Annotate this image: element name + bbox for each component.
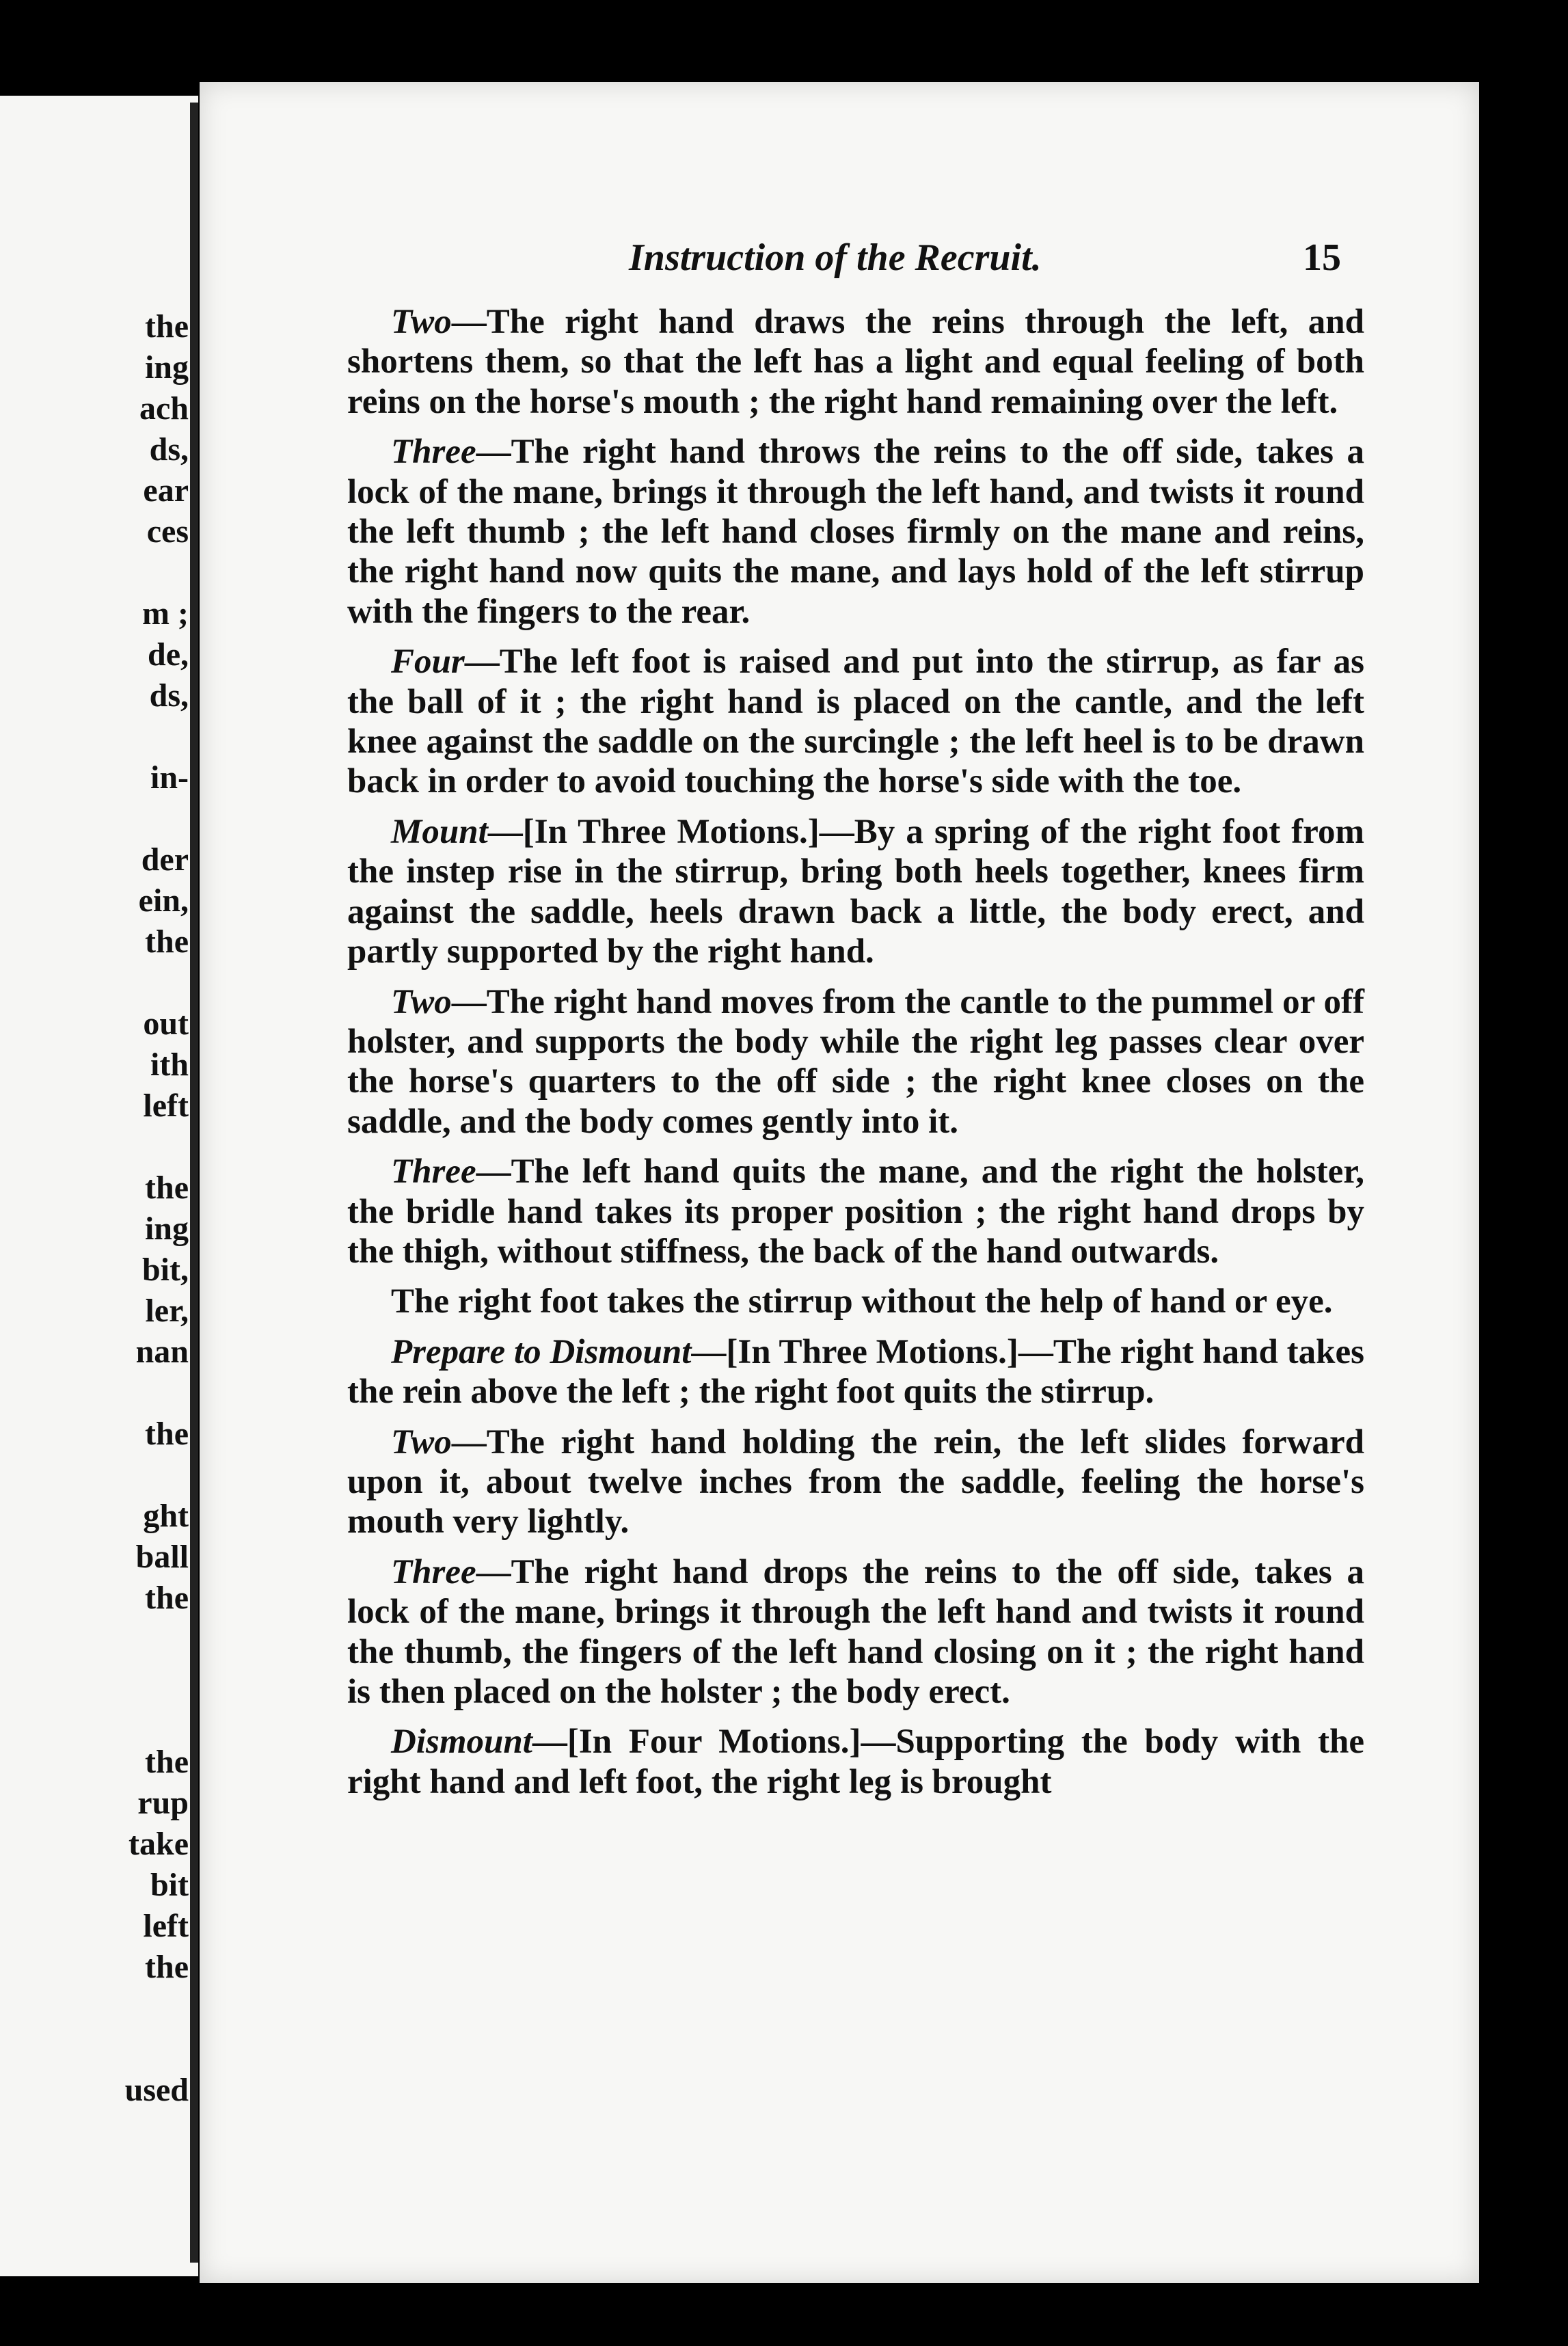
left-page-fragment: ing [144, 1211, 189, 1247]
paragraph [347, 1423, 1364, 1542]
left-page-fragment: ces [146, 513, 189, 550]
paragraph [347, 1552, 1364, 1712]
paragraph-text: —The right hand holding the rein, the left slides forward upon it, about twelve inches from the saddle, feeling the horse's mouth very lightly. [347, 1423, 1364, 1541]
paragraph-text: —The right hand moves from the cantle to the pummel or off holster, and supports the body while the right leg passes clear over the horse's quarters to the off side ; the right knee closes on the saddle, and the body comes gently into it. [347, 982, 1364, 1141]
left-page-fragment: ds, [149, 677, 189, 714]
left-page-fragment: rup [137, 1785, 189, 1821]
paragraph-lead: Dismount [391, 1723, 532, 1762]
paragraph-lead: Four [391, 643, 465, 682]
paragraph-text: The right foot takes the stirrup without the help of hand or eye. [391, 1282, 1333, 1321]
left-page-fragment: ith [150, 1047, 189, 1083]
left-page-fragment: the [145, 923, 189, 960]
book-gutter [190, 103, 198, 2263]
left-page-fragment: ein, [138, 882, 189, 919]
paragraph-lead: Prepare to Dismount [391, 1332, 692, 1371]
left-page-fragment: der [141, 841, 189, 878]
paragraph [347, 1332, 1364, 1412]
paragraph-text: —[In Four Motions.]—Supporting the body with the right hand and left foot, the right leg is brought [347, 1723, 1364, 1801]
paragraph [347, 432, 1364, 632]
paragraph-lead: Mount [391, 812, 488, 851]
paragraph-text: —The right hand throws the reins to the off side, takes a lock of the mane, brings it through the left hand, and twists it round the left thumb ; the left hand closes firmly on the mane and reins, the right hand now quits the mane, and lays hold of the left stirrup with the fingers to the rear. [347, 433, 1364, 631]
left-page-fragment: the [145, 1416, 189, 1452]
left-page-fragment: ach [139, 390, 189, 427]
running-head: Instruction of the Recruit. [629, 237, 1042, 279]
paragraph [347, 812, 1364, 972]
left-page-fragment: de, [148, 636, 189, 673]
body-text [347, 302, 1364, 1812]
left-page-fragment: ing [144, 349, 189, 386]
left-page-fragment: ball [135, 1539, 189, 1575]
paragraph-lead: Three [391, 1552, 476, 1591]
paragraph-text: —The right hand draws the reins through the left, and shortens them, so that the left has a light and equal feeling of both reins on the horse's mouth ; the right hand remaining over the left. [347, 303, 1364, 421]
left-page-fragment: ght [143, 1498, 189, 1534]
page-number: 15 [1303, 237, 1341, 279]
left-page-fragment: bit, [141, 1252, 189, 1288]
left-page-fragment: ear [143, 472, 189, 509]
paragraph [347, 1152, 1364, 1271]
paragraph [347, 1282, 1364, 1321]
paragraph [347, 642, 1364, 802]
left-page-fragment: the [145, 1580, 189, 1616]
left-page-fragment: the [145, 308, 189, 345]
left-page-fragment: m ; [142, 595, 189, 632]
left-page-fragment: the [145, 1170, 189, 1206]
paragraph-lead: Three [391, 1152, 476, 1191]
paragraph [347, 1722, 1364, 1802]
paragraph-text: —The left foot is raised and put into the stirrup, as far as the ball of it ; the right hand is placed on the cantle, and the left knee against the saddle on the surcingle ; the left heel is to be drawn back in order to avoid touching the horse's side with the toe. [347, 643, 1364, 801]
left-page-fragment: the [145, 1744, 189, 1780]
left-page-fragment: left [143, 1088, 189, 1124]
paragraph-text: —[In Three Motions.]—The right hand takes the rein above the left ; the right foot quits the stirrup. [347, 1332, 1365, 1412]
paragraph [347, 302, 1364, 422]
paragraph-lead: Two [391, 982, 452, 1021]
left-page-fragment: left [143, 1908, 189, 1944]
paragraph-lead: Two [391, 303, 452, 341]
paragraph-lead: Three [391, 433, 476, 472]
left-page-fragment: ds, [149, 431, 189, 468]
paragraph [347, 982, 1364, 1142]
left-page-fragment: nan [135, 1334, 189, 1370]
left-page-fragment: ler, [145, 1293, 189, 1329]
left-page-fragment: take [129, 1826, 189, 1862]
left-page-fragment: bit [150, 1867, 189, 1903]
left-page-fragment: used [124, 2072, 189, 2108]
paragraph-lead: Two [391, 1423, 452, 1461]
left-page-fragment: the [145, 1949, 189, 1985]
left-page-fragment: in- [150, 759, 189, 796]
left-page-fragment: out [143, 1006, 189, 1042]
paragraph-text: —The left hand quits the mane, and the right the holster, the bridle hand takes its proper position ; the right hand drops by the thigh, without stiffness, the back of the hand outwards. [347, 1152, 1364, 1271]
paragraph-text: —[In Three Motions.]—By a spring of the right foot from the instep rise in the stirrup, bring both heels together, knees firm against the saddle, heels drawn back a little, the body erect, and partly supported by the right hand. [347, 812, 1364, 971]
paragraph-text: —The right hand drops the reins to the off side, takes a lock of the mane, brings it through the left hand and twists it round the thumb, the fingers of the left hand closing on it ; the right hand is then placed on the holster ; the body erect. [347, 1552, 1364, 1711]
